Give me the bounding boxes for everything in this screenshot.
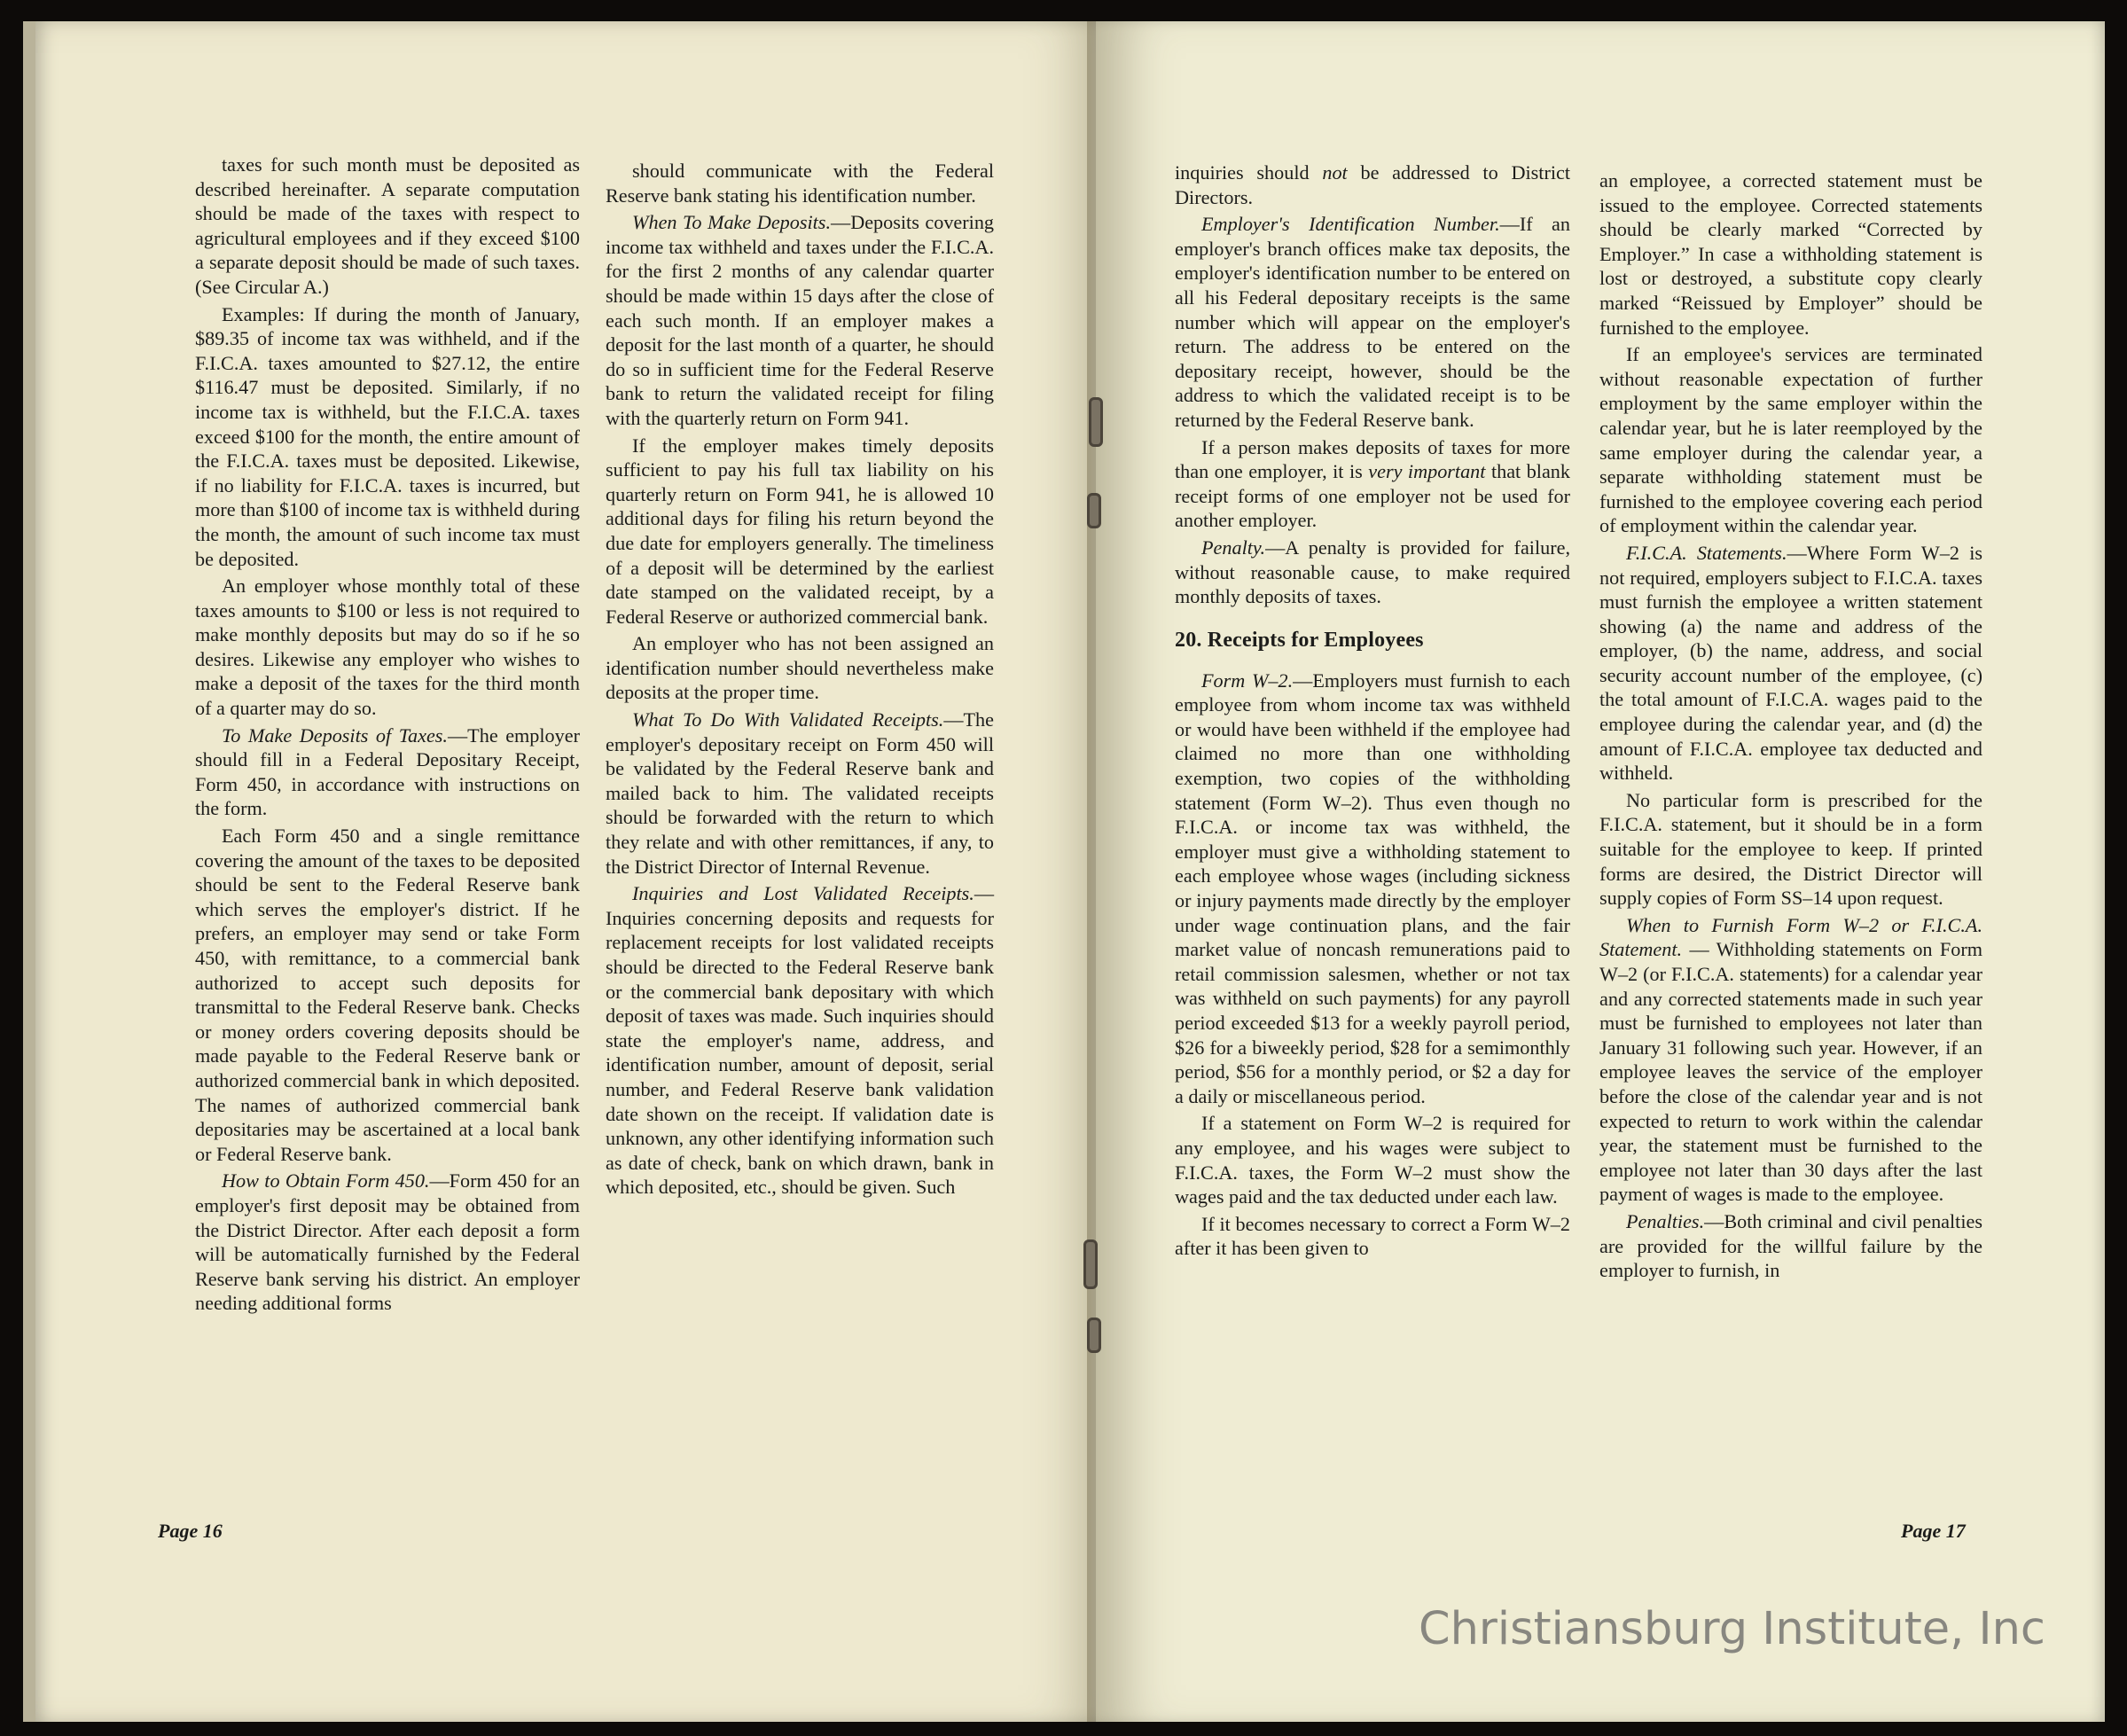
paragraph [1175,536,1570,609]
paragraph-text: —Inquiries concerning deposits and requests for replacement receipts for lost validated receipts should be directed to the Federal Reserve bank or the commercial bank depositary with which deposit of taxes was made. Such inquiries should state the employer's name, address, and identification number, amount of deposit, serial number, and Federal Reserve bank validation date shown on the receipt. If validation date is unknown, any other identifying information such as date of check, bank on which drawn, bank in which deposited, etc., should be given. Such [606,882,994,1199]
run-in-heading: Penalties. [1626,1209,1705,1232]
paragraph [606,434,994,629]
paragraph-text: If an employee's services are terminated without reasonable expectation of further employment by the same employer within the calendar year, but he is later reemployed by the same employer during the calendar year, a separate withholding statement must be furnished to the employee covering each period of employment within the calendar year. [1599,343,1982,537]
paragraph [195,152,580,300]
run-in-heading: What To Do With Validated Receipts. [632,708,944,731]
page-number-left: Page 16 [158,1520,223,1542]
run-in-heading: To Make Deposits of Taxes. [222,723,448,747]
paragraph-text: —Form 450 for an employer's first deposit may be obtained from the District Director. After each deposit a form will be automatically furnished by the Federal Reserve bank serving his district. An employer needing additional forms [195,1169,580,1315]
paragraph-text: If the employer makes timely deposits sufficient to pay his full tax liability on his quarterly return on Form 941, he is allowed 10 additional days for filing his return beyond the due date for employers generally. The timeliness of a deposit will be determined by the earliest date stamped on the validated receipt, by a Federal Reserve or authorized commercial bank. [606,434,994,628]
left-page-column-2 [606,159,994,1200]
paragraph [195,574,580,721]
run-in-heading: Employer's Identification Number. [1201,213,1500,236]
paragraph [1599,788,1982,911]
paragraph-text: —Where Form W–2 is not required, employers subject to F.I.C.A. taxes must furnish the employee a written statement showing (a) the name and address of the employer, (b) the name, address, and social security account number of the employee, (c) the total amount of F.I.C.A. wages paid to the employee during the calendar year, and (d) the amount of F.I.C.A. employee tax deducted and withheld. [1599,541,1983,785]
run-in-heading: How to Obtain Form 450. [222,1169,430,1193]
paragraph-text: Examples: If during the month of January, $89.35 of income tax was withheld, and if the F.I.C.A. taxes amounted to $27.12, the entire $116.47 must be deposited. Similarly, if no income tax is withheld, but the F.I.C.A. taxes exceed $100 for the month, the entire amount of the F.I.C.A. taxes must be deposited. Likewise, if no liability for F.I.C.A. taxes is incurred, but more than $100 of income tax is withheld during the month, the amount of such income tax must be deposited. [195,302,580,570]
paragraph-text: —If an employer's branch offices make tax deposits, the employer's identification number to be entered on all his Federal depositary receipts is the same number which will appear on the employer's return. The address to be entered on the depositary receipt, however, should be the address to which the validated receipt is to be returned by the Federal Reserve bank. [1175,213,1570,431]
run-in-heading: F.I.C.A. Statements. [1626,541,1787,564]
right-page [1096,21,2105,1722]
run-in-heading: Form W–2. [1201,669,1294,692]
paragraph-text: —Deposits covering income tax withheld and taxes under the F.I.C.A. for the first 2 months of any calendar quarter should be made within 15 days after the close of each such month. If an employer makes a deposit for the last month of a quarter, he should do so in sufficient time for the Federal Reserve bank to return the validated receipt for filing with the quarterly return on Form 941. [606,211,995,429]
paragraph [606,881,994,1200]
paragraph-text: If a statement on Form W–2 is required for any employee, and his wages were subject to F.I.C.A. taxes, the Form W–2 must show the wages paid and the tax deducted under each law. [1175,1112,1570,1208]
paragraph-text: should communicate with the Federal Reserve bank stating his identification number. [606,160,994,207]
paragraph-text: — Withholding statements on Form W–2 (or F.I.C.A. statements) for a calendar year and any corrected statements made in such year must be furnished to employees not later than January 31 following such year. However, if an employee leaves the service of the employer before the close of the calendar year and is not expected to return to work within the calendar year, the statement must be furnished to the employee not later than 30 days after the last payment of wages is made to the employee. [1599,938,1982,1206]
emphasis-text: very important [1368,460,1486,483]
run-in-heading: Inquiries and Lost Validated Receipts. [632,882,974,905]
paragraph [1599,541,1982,786]
paragraph [195,1169,580,1316]
paragraph-text: —Both criminal and civil penalties are provided for the willful failure by the employer to furnish, in [1599,1209,1982,1282]
staple-top-1 [1089,397,1103,447]
paragraph-text: an employee, a corrected statement must be issued to the employee. Corrected statements should be clearly marked “Corrected by Employer.” In case a withholding statement is lost or destroyed, a substitute copy clearly marked “Reissued by Employer” should be furnished to the employee. [1599,169,1982,339]
run-in-heading: When to Furnish Form W–2 or F.I.C.A. Statement. [1599,913,1982,961]
left-page-column-1 [195,152,580,1316]
left-page [23,21,1108,1722]
paragraph-text: taxes for such month must be deposited as described hereinafter. A separate computation should be made of the taxes with respect to agricultural employees and if they exceed $100 a separate deposit should be made of such taxes. (See Circular A.) [195,153,580,298]
paragraph [1175,669,1570,1109]
paragraph [1599,913,1982,1207]
paragraph [1175,160,1570,209]
paragraph-text: Each Form 450 and a single remittance covering the amount of the taxes to be deposited should be sent to the Federal Reserve bank which serves the employer's district. If he prefers, an employer may send or take Form 450, with remittance, to a commercial bank authorized to accept such deposits for transmittal to the Federal Reserve bank. Checks or money orders covering deposits should be made payable to the Federal Reserve bank or authorized commercial bank in which deposited. The names of authorized commercial bank depositaries may be ascertained at a local bank or Federal Reserve bank. [195,825,580,1165]
run-in-heading: When To Make Deposits. [632,211,831,234]
staple-bottom-2 [1087,1318,1101,1353]
paragraph-text: An employer whose monthly total of these taxes amounts to $100 or less is not required to make monthly deposits but may do so if he so desires. Likewise any employer who wishes to make a deposit of the taxes for the third month of a quarter may do so. [195,575,580,720]
paragraph-text: —A penalty is provided for failure, without reasonable cause, to make required monthly deposits of taxes. [1175,536,1570,608]
paragraph [1175,435,1570,533]
paragraph-text: be addressed to District Directors. [1175,161,1571,208]
paragraph [606,159,994,207]
paragraph [1599,1209,1982,1283]
section-heading: 20. Receipts for Employees [1175,628,1424,652]
paragraph-text: —Employers must furnish to each employee from whom income tax was withheld or would have been withheld if the employee had claimed no more than one withholding exemption, two copies of the withholding statement (Form W–2). Thus even though no F.I.C.A. or income tax was withheld, the employer must give a withholding statement to each employee whose wages (including sickness or injury payments made directly by the employer under wage continuation plans, and the fair market value of noncash remunerations paid to retail commission salesmen, whether or not tax was withheld on such payments) for any payroll period exceeded $13 for a weekly payroll period, $26 for a biweekly period, $28 for a semimonthly period, $56 for a monthly period, or $2 a day for a daily or miscellaneous period. [1175,669,1570,1107]
paragraph-text: —The employer should fill in a Federal Depositary Receipt, Form 450, in accordance with instructions on the form. [195,723,580,820]
paragraph [606,210,994,430]
paragraph-text: If it becomes necessary to correct a Form W–2 after it has been given to [1175,1212,1570,1260]
staple-top-2 [1087,493,1101,528]
paragraph-text: An employer who has not been assigned an identification number should nevertheless make deposits at the proper time. [606,632,994,704]
paragraph [606,708,994,879]
staple-bottom-1 [1083,1239,1098,1289]
paragraph [1175,1212,1570,1261]
paragraph-text: —The employer's depositary receipt on Form 450 will be validated by the Federal Reserve bank and mailed back to him. The validated receipts should be forwarded with the return to which they relate and with other remittances, if any, to the District Director of Internal Revenue. [606,708,994,878]
emphasis-text: not [1322,161,1348,184]
paragraph-text: inquiries should [1175,161,1323,184]
run-in-heading: Penalty. [1201,536,1266,559]
paragraph-text: If a person makes deposits of taxes for more than one employer, it is [1175,435,1570,483]
paragraph [1175,1111,1570,1208]
paragraph [1599,342,1982,538]
paragraph [195,723,580,821]
right-page-column-1 [1175,160,1570,1261]
watermark: Christiansburg Institute, Inc [1419,1603,2045,1655]
page-number-right: Page 17 [1901,1520,1966,1542]
paragraph [606,631,994,705]
paragraph-text: that blank receipt forms of one employer not be used for another employer. [1175,460,1570,532]
paragraph [195,824,580,1166]
paragraph [1175,212,1570,432]
paragraph-text: No particular form is prescribed for the F.I.C.A. statement, but it should be in a form suitable for the employee to keep. If printed forms are desired, the District Director will supply copies of Form SS–14 upon request. [1599,788,1982,910]
right-page-column-2 [1599,168,1982,1283]
paragraph [195,302,580,572]
paragraph [1599,168,1982,340]
